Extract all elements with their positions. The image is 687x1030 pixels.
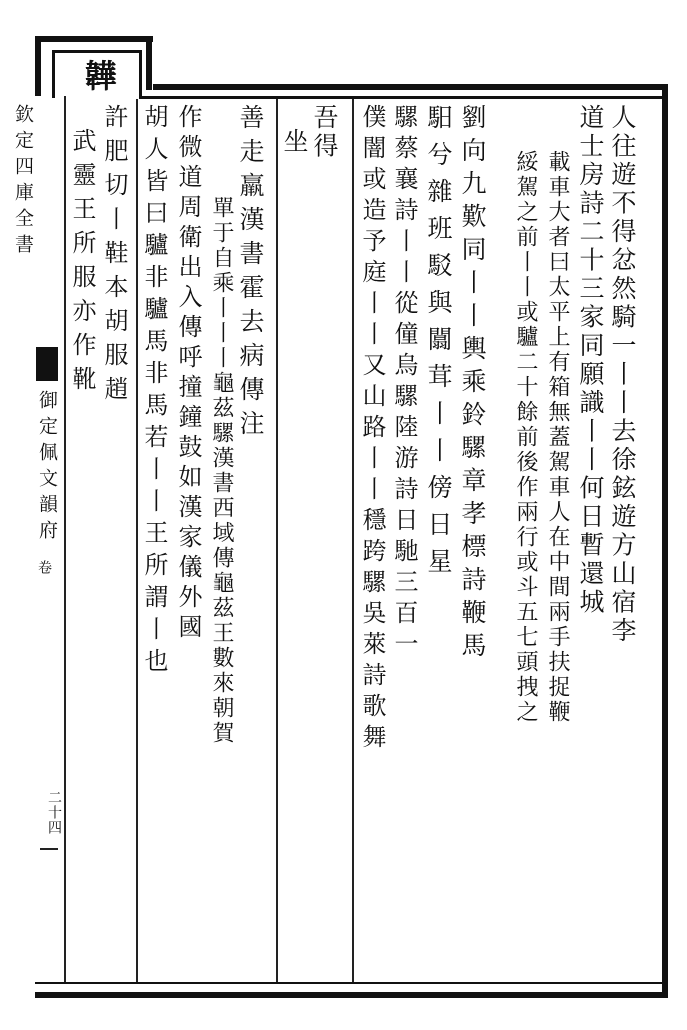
margin-tick [40,848,58,850]
text-column-4: 綏駕之前丨丨或驢二十餘前後作兩行或斗五七頭拽之 [513,150,538,725]
text-column-13: 作微道周衛出入傳呼撞鐘鼓如漢家儀外國 [174,104,202,644]
text-column-8: 僕闇或造予庭丨丨又山路丨丨穩跨騾吳萊詩歌舞 [358,104,386,755]
frame-border [35,992,668,998]
frame-border [146,36,152,90]
frame-border [153,84,668,90]
frame-border [139,50,142,96]
text-column-5: 劉向九歎同丨丨輿乘鈴騾章孝標詩鞭馬 [458,104,487,665]
text-column-7: 騾蔡襄詩丨丨從僮烏騾陸游詩日馳三百一 [390,104,418,662]
text-column-10: 坐 [280,128,309,157]
text-column-11: 善走羸漢書霍去病傳注 [236,104,265,444]
headword-char: 韡 [84,57,117,95]
column-rule [276,99,278,982]
text-column-12: 單于自乘丨丨丨龜茲騾漢書西域傳龜茲王數來朝賀 [209,196,234,746]
book-title: 欽定四庫全書 [12,104,34,260]
volume-marker: 卷 [36,560,52,581]
column-rule [136,99,138,982]
fishtail-mark [36,347,58,381]
page-number: 二十四 [46,790,62,835]
text-column-9: 吾得 [310,104,339,161]
text-column-6: 馹兮雜班駁與闒茸丨丨傍日星 [424,104,453,585]
text-column-14: 胡人皆曰驢非驢馬非馬若丨丨王所謂丨也 [140,104,168,680]
frame-border [35,982,668,984]
work-title: 御定佩文韻府 [36,390,58,546]
column-rule [64,96,66,982]
frame-border [52,50,55,98]
frame-border [662,84,668,998]
text-column-3: 載車大者曰太平上有箱無蓋駕車人在中間兩手扶捉鞭 [545,150,570,725]
text-column-15: 許肥切丨鞋本胡服趙 [100,104,128,410]
frame-border [35,36,153,42]
frame-border [139,96,668,99]
frame-border [35,36,41,96]
column-rule [352,99,354,982]
text-column-1: 人往遊不得忿然騎一丨丨去徐鉉遊方山宿李 [608,104,637,646]
text-column-16: 武靈王所服亦作靴 [68,128,96,400]
text-column-2: 道士房詩二十三家同願識丨丨何日暫還城 [576,104,605,617]
